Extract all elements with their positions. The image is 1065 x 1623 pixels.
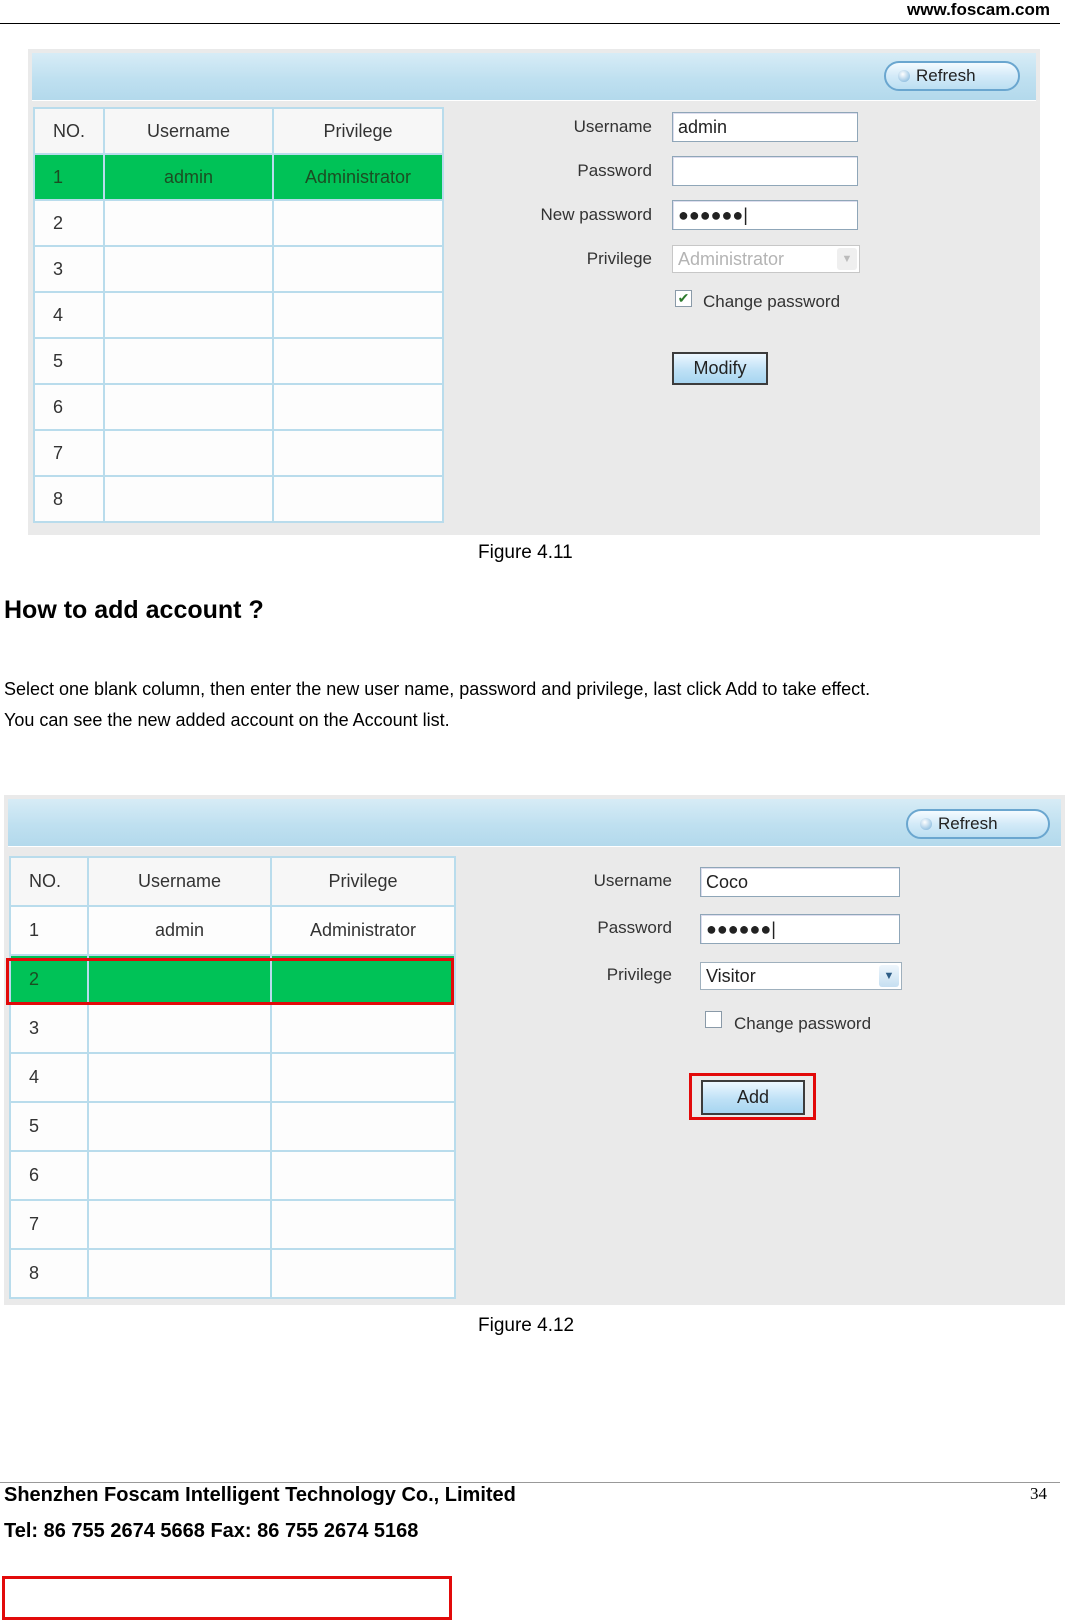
row-username bbox=[104, 292, 273, 338]
table-row[interactable] bbox=[34, 338, 443, 384]
row-privilege bbox=[271, 1249, 455, 1298]
account-table bbox=[9, 856, 456, 1299]
row-username bbox=[104, 476, 273, 522]
row-username: admin bbox=[104, 154, 273, 200]
password-label: Password bbox=[597, 918, 672, 937]
chevron-down-icon: ▼ bbox=[879, 965, 899, 987]
refresh-label: Refresh bbox=[916, 66, 976, 85]
section-paragraph bbox=[4, 674, 1062, 736]
table-row[interactable] bbox=[34, 292, 443, 338]
account-table bbox=[33, 107, 444, 523]
row-privilege bbox=[273, 292, 443, 338]
username-label: Username bbox=[593, 871, 672, 890]
table-row[interactable] bbox=[10, 906, 455, 955]
figure-4-11-account-panel bbox=[28, 49, 1040, 535]
username-input[interactable]: admin bbox=[672, 112, 858, 142]
username-label: Username bbox=[573, 117, 652, 136]
table-row[interactable] bbox=[34, 384, 443, 430]
row-no: 8 bbox=[10, 1249, 88, 1298]
panel-toolbar bbox=[32, 53, 1036, 101]
row-privilege bbox=[271, 1151, 455, 1200]
row-privilege bbox=[273, 338, 443, 384]
col-header-no: NO. bbox=[34, 108, 104, 154]
privilege-label: Privilege bbox=[586, 249, 652, 268]
password-input[interactable]: ●●●●●●| bbox=[700, 914, 900, 944]
row-no: 1 bbox=[10, 906, 88, 955]
privilege-select-value: Visitor bbox=[706, 966, 756, 986]
table-row[interactable] bbox=[34, 430, 443, 476]
row-privilege bbox=[271, 1102, 455, 1151]
row-privilege bbox=[271, 1004, 455, 1053]
row-username bbox=[104, 246, 273, 292]
row-no: 6 bbox=[34, 384, 104, 430]
new-password-input[interactable]: ●●●●●●| bbox=[672, 200, 858, 230]
row-username bbox=[88, 1200, 271, 1249]
row-no: 3 bbox=[10, 1004, 88, 1053]
col-header-privilege: Privilege bbox=[271, 857, 455, 906]
page-number: 34 bbox=[1030, 1484, 1047, 1503]
refresh-label: Refresh bbox=[938, 814, 998, 833]
footer-tel-fax: Tel: 86 755 2674 5668 Fax: 86 755 2674 5168 bbox=[4, 1520, 419, 1542]
col-header-privilege: Privilege bbox=[273, 108, 443, 154]
row-no: 2 bbox=[34, 200, 104, 246]
refresh-button[interactable] bbox=[906, 809, 1050, 839]
row-privilege bbox=[273, 476, 443, 522]
chevron-down-icon: ▼ bbox=[837, 248, 857, 270]
highlight-footer-tel bbox=[2, 1576, 452, 1620]
row-username bbox=[104, 200, 273, 246]
section-heading: How to add account ? bbox=[4, 596, 264, 624]
figure-4-11-caption: Figure 4.11 bbox=[478, 542, 573, 563]
refresh-icon bbox=[898, 70, 910, 82]
row-username bbox=[104, 338, 273, 384]
password-label: Password bbox=[577, 161, 652, 180]
table-row[interactable] bbox=[34, 154, 443, 200]
row-no: 1 bbox=[34, 154, 104, 200]
page-header bbox=[0, 0, 1060, 24]
row-no: 4 bbox=[34, 292, 104, 338]
row-username bbox=[88, 1053, 271, 1102]
row-no: 7 bbox=[34, 430, 104, 476]
privilege-select[interactable] bbox=[700, 962, 902, 990]
new-password-label: New password bbox=[540, 205, 652, 224]
col-header-no: NO. bbox=[10, 857, 88, 906]
row-username bbox=[104, 430, 273, 476]
privilege-select bbox=[672, 245, 860, 273]
row-no: 6 bbox=[10, 1151, 88, 1200]
row-no: 3 bbox=[34, 246, 104, 292]
row-no: 8 bbox=[34, 476, 104, 522]
add-button[interactable]: Add bbox=[701, 1080, 805, 1115]
table-row[interactable] bbox=[10, 1151, 455, 1200]
change-password-label: Change password bbox=[703, 292, 841, 311]
row-privilege bbox=[273, 384, 443, 430]
row-username bbox=[88, 1249, 271, 1298]
row-privilege: Administrator bbox=[273, 154, 443, 200]
modify-button[interactable]: Modify bbox=[672, 352, 768, 385]
password-input[interactable] bbox=[672, 156, 858, 186]
row-privilege bbox=[271, 1200, 455, 1249]
table-row[interactable] bbox=[34, 476, 443, 522]
row-no: 5 bbox=[34, 338, 104, 384]
row-username bbox=[88, 1151, 271, 1200]
col-header-username: Username bbox=[88, 857, 271, 906]
change-password-checkbox[interactable] bbox=[705, 1011, 722, 1028]
row-no: 5 bbox=[10, 1102, 88, 1151]
highlight-row-2 bbox=[6, 958, 454, 1005]
row-no: 4 bbox=[10, 1053, 88, 1102]
paragraph-line-1: Select one blank column, then enter the new user name, password and privilege, last click Add to take effect. bbox=[4, 679, 871, 699]
footer-company: Shenzhen Foscam Intelligent Technology Co., Limited bbox=[4, 1484, 516, 1506]
table-row[interactable] bbox=[10, 1053, 455, 1102]
row-privilege bbox=[273, 200, 443, 246]
footer-divider bbox=[0, 1482, 1060, 1483]
figure-4-12-caption: Figure 4.12 bbox=[478, 1315, 575, 1336]
row-username bbox=[104, 384, 273, 430]
col-header-username: Username bbox=[104, 108, 273, 154]
username-input[interactable]: Coco bbox=[700, 867, 900, 897]
row-privilege bbox=[273, 246, 443, 292]
figure-4-12-account-panel bbox=[4, 795, 1065, 1305]
refresh-button[interactable] bbox=[884, 61, 1020, 91]
row-username: admin bbox=[88, 906, 271, 955]
highlight-add-button bbox=[689, 1073, 816, 1120]
table-row[interactable] bbox=[10, 1102, 455, 1151]
row-username bbox=[88, 1004, 271, 1053]
paragraph-line-2: You can see the new added account on the Account list. bbox=[4, 710, 450, 730]
table-row[interactable] bbox=[10, 1004, 455, 1053]
panel-toolbar bbox=[8, 799, 1061, 847]
row-no: 7 bbox=[10, 1200, 88, 1249]
row-privilege bbox=[273, 430, 443, 476]
privilege-label: Privilege bbox=[606, 965, 672, 984]
privilege-select-value: Administrator bbox=[678, 249, 785, 269]
change-password-label: Change password bbox=[734, 1014, 872, 1033]
row-privilege: Administrator bbox=[271, 906, 455, 955]
site-url: www.foscam.com bbox=[907, 0, 1050, 19]
row-privilege bbox=[271, 1053, 455, 1102]
refresh-icon bbox=[920, 818, 932, 830]
table-row[interactable] bbox=[34, 200, 443, 246]
table-row[interactable] bbox=[10, 1249, 455, 1298]
row-no: 2 bbox=[10, 955, 88, 1004]
row-username bbox=[88, 1102, 271, 1151]
table-row[interactable] bbox=[34, 246, 443, 292]
table-row[interactable] bbox=[10, 1200, 455, 1249]
change-password-checkbox[interactable]: ✔ bbox=[675, 290, 692, 307]
